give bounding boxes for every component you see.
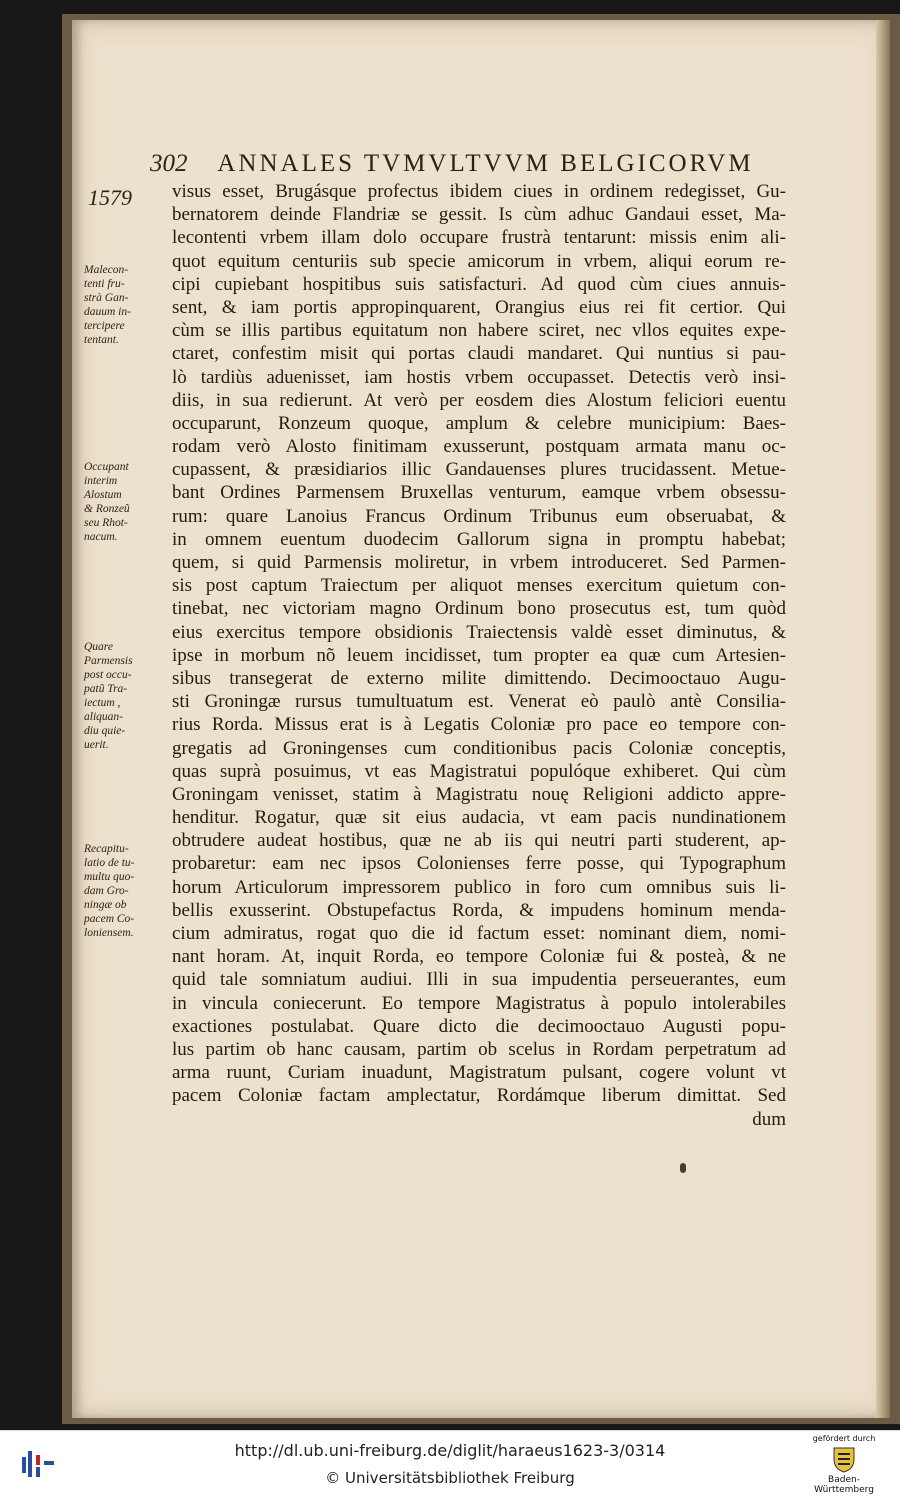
text-line: cupassent, & præsidiarios illic Gandauenses plures trucidassent. Metue-	[172, 459, 786, 481]
text-line: cium admiratus, rogat quo die id factum esset: nominant diem, nomi-	[172, 923, 786, 944]
text-line: nant horam. At, inquit Rorda, eo tempore Coloniæ fui & posteà, & ne	[172, 946, 786, 968]
document-url-link[interactable]: http://dl.ub.uni-freiburg.de/diglit/haraeus1623-3/0314	[234, 1441, 666, 1460]
text-line: bernatorem deinde Flandriæ se gessit. Is cùm adhuc Gandaui esset, Ma-	[172, 204, 786, 226]
margin-note-line: patũ Tra-	[84, 683, 128, 695]
text-line: pacem Coloniæ factam amplectatur, Rordámque liberum dimittat. Sed	[172, 1085, 786, 1107]
text-line: henditur. Rogatur, quæ sit eius audacia, vt eam pacis nundinationem	[172, 807, 786, 829]
text-line: quas suprà posuimus, vt eas Magistratui populóque exhiberet. Qui cùm	[172, 760, 786, 782]
margin-note-line: dauum in-	[84, 306, 131, 318]
text-line: eius exercitus tempore obsidionis Traiectensis valdè esset diminutus, &	[172, 621, 786, 643]
text-line: lus partim ob hanc causam, partim ob scelus in Rordam perpetratum ad	[172, 1038, 786, 1060]
text-line: quot equitum centuriis sub specie amicorum in vrbem, aliqui eorum re-	[172, 250, 786, 272]
catchword: dum	[752, 1108, 786, 1130]
text-line: cipi cupiebant hospitibus suis satisfacturi. Ad quod cùm ciues annuis-	[172, 273, 786, 295]
text-line: probaretur: eam nec ipsos Colonienses ferre posse, qui Typographum	[172, 853, 786, 875]
text-line: occuparunt, Ronzeum quoque, amplum & celebre municipium: Baes-	[172, 412, 786, 434]
text-line: sent, & iam portis appropinquarent, Orangius eius rei fit certior. Qui	[172, 296, 786, 318]
text-line: obtrudere audeat hostibus, quæ ne ab iis qui neutri parti studerent, ap-	[172, 830, 786, 852]
text-line: arma ruunt, Curiam inuadunt, Magistratum pulsant, cogere volunt vt	[172, 1062, 786, 1084]
text-line: quem, si quid Parmensis moliretur, in vrbem introduceret. Sed Parmen-	[172, 552, 786, 573]
funder-name: Baden-Württemberg	[814, 1475, 874, 1495]
funder-badge	[804, 1434, 884, 1495]
margin-note-line: Occupant	[84, 461, 129, 473]
margin-note-line: seu Rhot-	[84, 517, 128, 529]
text-line: exactiones postulabat. Quare dicto die decimooctauo Augusti popu-	[172, 1015, 786, 1037]
margin-note-line: pacem Co-	[84, 913, 135, 925]
text-line: rius Rorda. Missus erat is à Legatis Coloniæ pro pace eo tempore con-	[172, 714, 786, 736]
margin-note-line: Recapitu-	[84, 843, 129, 855]
margin-note-line: interim	[84, 475, 118, 487]
copyright-notice: © Universitätsbibliothek Freiburg	[325, 1469, 575, 1487]
text-line: in vincula coniecerunt. Eo tempore Magistratus à populo intolerabiles	[172, 992, 786, 1014]
text-line: tinebat, nec victoriam magno Ordinum bono prosecutus est, tum quòd	[172, 598, 786, 620]
margin-note-4	[84, 842, 166, 940]
margin-note-line: Quare	[84, 641, 113, 653]
text-line: rum: quare Lanoius Francus Ordinum Tribunus eum obseruabat, &	[172, 505, 786, 527]
text-line: horum Articulorum impressorem publico in foro cum omnibus suis li-	[172, 876, 786, 898]
text-line: diis, in sua redierunt. At verò per eosdem dies Alostum feliciori euentu	[172, 389, 786, 411]
text-line: sti Groningæ rursus tumultuatum est. Venerat eò paulò antè Consilia-	[172, 691, 786, 713]
running-head-title: ANNALES TVMVLTVVM BELGICORVM	[217, 150, 754, 177]
state-crest-icon	[829, 1445, 859, 1473]
margin-note-line: loniensem.	[84, 927, 134, 939]
text-line: sis post captum Traiectum per aliquot menses exercitum quietum con-	[172, 575, 786, 597]
page-number: 302	[150, 150, 188, 177]
text-line: bant Ordines Parmensem Bruxellas venturum, eamque vrbem obsessu-	[172, 482, 786, 504]
margin-note-line: post occu-	[84, 669, 132, 681]
ink-smudge	[680, 1163, 686, 1173]
margin-note-line: tercipere	[84, 320, 125, 332]
margin-note-line: latio de tu-	[84, 857, 135, 869]
margin-note-line: uerit.	[84, 739, 109, 751]
text-line: ipse in morbum nõ leuem incidisset, tum propter ea quæ cum Artesien-	[172, 644, 786, 666]
text-line: quid tale somniatum audiui. Illi in sua impudentia perseuerantes, eum	[172, 969, 786, 991]
text-line: in omnem euentum duodecim Gallorum signa in promptu habebat;	[172, 528, 786, 550]
margin-note-line: diu quie-	[84, 725, 126, 737]
margin-note-line: aliquan-	[84, 711, 123, 723]
text-line: lò tardiùs aduenisset, iam hostis vrbem occupasset. Detectis verò insi-	[172, 366, 786, 388]
margin-note-3	[84, 640, 166, 752]
margin-note-line: & Ronzeũ	[84, 503, 130, 515]
running-header	[150, 150, 790, 178]
text-line: gregatis ad Groningenses cum conditionibus pacis Coloniæ conceptis,	[172, 737, 786, 759]
text-line: rodam verò Alosto finitimam exusserunt, postquam armata manu oc-	[172, 436, 786, 458]
text-line: visus esset, Brugásque profectus ibidem ciues in ordinem redegisset, Gu-	[172, 181, 786, 202]
margin-note-line: ningæ ob	[84, 899, 127, 911]
margin-note-line: tenti fru-	[84, 278, 125, 290]
funded-by-label: gefördert durch	[812, 1434, 876, 1443]
text-line: sibus transegerat de externo milite dimittendo. Decimooctauo Augu-	[172, 667, 786, 689]
margin-note-1	[84, 263, 166, 347]
margin-note-line: nacum.	[84, 531, 118, 543]
margin-note-line: Parmensis	[84, 655, 133, 667]
viewer-footer	[0, 1430, 900, 1497]
margin-note-line: iectum ,	[84, 697, 121, 709]
margin-note-line: Alostum	[84, 489, 122, 501]
margin-note-2	[84, 460, 166, 544]
margin-note-line: multu quo-	[84, 871, 135, 883]
body-text	[172, 180, 786, 1131]
margin-year: 1579	[88, 185, 132, 210]
margin-note-line: tentant.	[84, 334, 119, 346]
text-line: lecontenti vrbem illam dolo occupare frustrà tentarunt: missis enim ali-	[172, 227, 786, 249]
text-line: Groningam venisset, statim à Magistratu nouę Religioni addicto appre-	[172, 783, 786, 805]
page-fore-edge	[876, 20, 890, 1418]
text-line: ctaret, confestim misit qui portas claudi mandaret. Qui nuntius si pau-	[172, 343, 786, 365]
text-line: cùm se illis partibus equitatum non habere sciret, nec vllos equites expe-	[172, 320, 786, 342]
margin-note-line: strà Gan-	[84, 292, 129, 304]
margin-note-line: dam Gro-	[84, 885, 129, 897]
text-line: bellis exusserint. Obstupefactus Rorda, & impudens hominum menda-	[172, 899, 786, 921]
margin-note-line: Malecon-	[84, 264, 129, 276]
